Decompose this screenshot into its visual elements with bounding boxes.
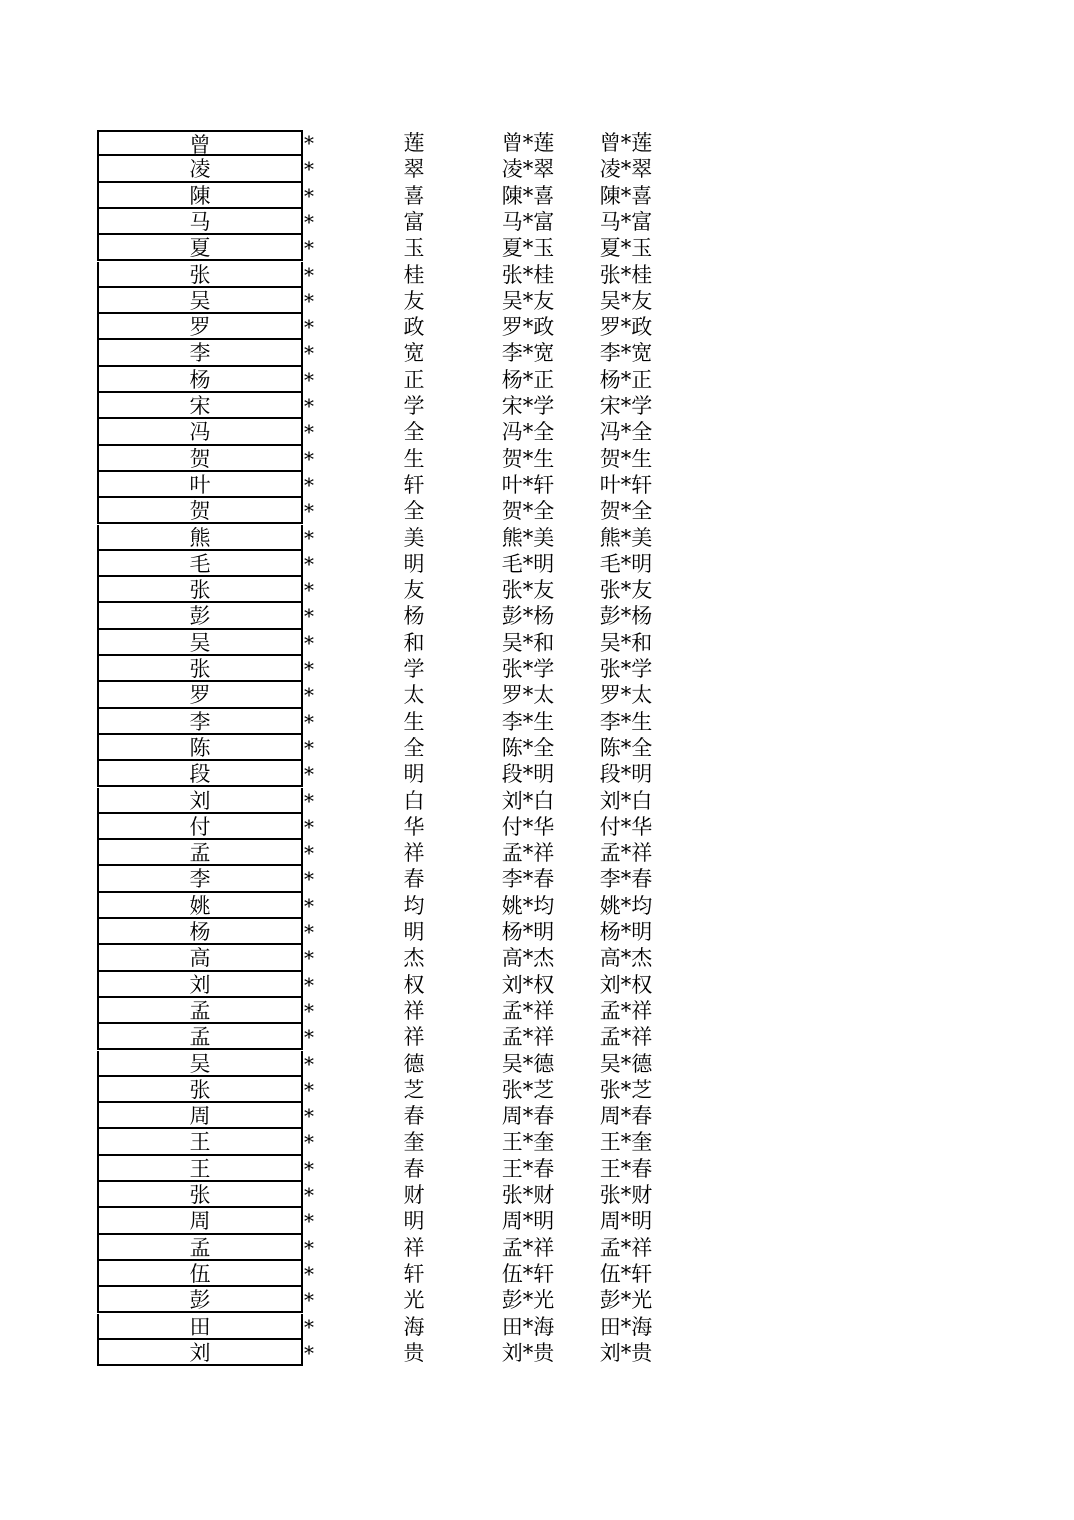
mask-cell[interactable]: *: [304, 209, 314, 234]
given-name-cell[interactable]: 祥: [403, 1025, 425, 1050]
table-row: [0, 1208, 1074, 1234]
surname-cell[interactable]: 张: [97, 656, 303, 682]
masked-name-cell[interactable]: 刘*贵: [501, 1340, 555, 1365]
table-row: [0, 156, 1074, 182]
masked-name-copy-cell[interactable]: 杨*明: [599, 920, 653, 944]
masked-name-copy-cell[interactable]: 吴*德: [599, 1051, 653, 1076]
mask-cell[interactable]: *: [304, 499, 314, 524]
table-row: [0, 893, 1074, 919]
given-name-cell[interactable]: 美: [403, 525, 425, 550]
masked-name-copy-cell[interactable]: 彭*光: [599, 1288, 653, 1313]
surname-cell[interactable]: 彭: [97, 603, 303, 629]
mask-cell[interactable]: *: [304, 1104, 314, 1129]
mask-cell[interactable]: *: [304, 394, 314, 418]
table-row: [0, 735, 1074, 761]
masked-name-copy-cell[interactable]: 李*生: [599, 709, 653, 734]
mask-cell[interactable]: *: [304, 841, 314, 866]
mask-cell[interactable]: *: [304, 1261, 314, 1286]
table-row: [0, 788, 1074, 814]
surname-cell[interactable]: 叶: [97, 472, 303, 498]
mask-cell[interactable]: *: [304, 341, 314, 366]
table-row: [0, 1024, 1074, 1050]
table-row: [0, 340, 1074, 366]
masked-name-cell[interactable]: 彭*光: [501, 1288, 555, 1313]
mask-cell[interactable]: *: [304, 920, 314, 944]
masked-name-cell[interactable]: 田*海: [501, 1314, 555, 1339]
table-row: [0, 814, 1074, 840]
masked-name-copy-cell[interactable]: 张*友: [599, 578, 653, 603]
masked-name-copy-cell[interactable]: 宋*学: [599, 394, 653, 418]
masked-name-cell[interactable]: 高*杰: [501, 946, 555, 971]
masked-name-copy-cell[interactable]: 夏*玉: [599, 236, 653, 261]
masked-name-copy-cell[interactable]: 马*富: [599, 209, 653, 234]
masked-name-copy-cell[interactable]: 叶*轩: [599, 472, 653, 497]
given-name-cell[interactable]: 明: [403, 920, 425, 944]
table-row: [0, 603, 1074, 629]
mask-cell[interactable]: *: [304, 762, 314, 787]
surname-cell[interactable]: 付: [97, 814, 303, 840]
table-row: [0, 1129, 1074, 1155]
masked-name-copy-cell[interactable]: 贺*全: [599, 499, 653, 524]
given-name-cell[interactable]: 宽: [403, 341, 425, 366]
surname-cell[interactable]: 毛: [97, 551, 303, 577]
surname-cell[interactable]: 王: [97, 1129, 303, 1155]
masked-name-cell[interactable]: 曾*莲: [501, 131, 555, 155]
masked-name-cell[interactable]: 马*富: [501, 209, 555, 234]
masked-name-cell[interactable]: 宋*学: [501, 394, 555, 418]
table-row: [0, 1182, 1074, 1208]
masked-name-cell[interactable]: 孟*祥: [501, 1235, 555, 1260]
masked-name-copy-cell[interactable]: 伍*轩: [599, 1261, 653, 1286]
mask-cell[interactable]: *: [304, 1130, 314, 1155]
given-name-cell[interactable]: 莲: [403, 131, 425, 155]
given-name-cell[interactable]: 白: [403, 788, 425, 813]
masked-name-copy-cell[interactable]: 段*明: [599, 762, 653, 787]
given-name-cell[interactable]: 和: [403, 630, 425, 655]
given-name-cell[interactable]: 明: [403, 551, 425, 576]
table-row: [0, 1340, 1074, 1366]
mask-cell[interactable]: *: [304, 131, 314, 155]
masked-name-copy-cell[interactable]: 曾*莲: [599, 131, 653, 155]
masked-name-copy-cell[interactable]: 凌*翠: [599, 157, 653, 182]
given-name-cell[interactable]: 轩: [403, 1261, 425, 1286]
mask-cell[interactable]: *: [304, 525, 314, 550]
given-name-cell[interactable]: 正: [403, 367, 425, 392]
masked-name-cell[interactable]: 罗*政: [501, 315, 555, 340]
masked-name-copy-cell[interactable]: 周*明: [599, 1209, 653, 1234]
masked-name-copy-cell[interactable]: 孟*祥: [599, 998, 653, 1023]
mask-cell[interactable]: *: [304, 893, 314, 918]
table-row: [0, 1261, 1074, 1287]
surname-cell[interactable]: 熊: [97, 525, 303, 551]
masked-name-cell[interactable]: 张*桂: [501, 262, 555, 287]
surname-cell[interactable]: 马: [97, 209, 303, 235]
table-row: [0, 525, 1074, 551]
masked-name-copy-cell[interactable]: 熊*美: [599, 525, 653, 550]
masked-name-copy-cell[interactable]: 陈*全: [599, 735, 653, 760]
masked-name-copy-cell[interactable]: 张*芝: [599, 1077, 653, 1102]
masked-name-cell[interactable]: 孟*祥: [501, 1025, 555, 1050]
table-row: [0, 235, 1074, 261]
surname-cell[interactable]: 王: [97, 1156, 303, 1182]
surname-cell[interactable]: 杨: [97, 367, 303, 393]
masked-name-cell[interactable]: 陳*喜: [501, 183, 555, 208]
masked-name-copy-cell[interactable]: 高*杰: [599, 946, 653, 971]
masked-name-copy-cell[interactable]: 彭*杨: [599, 604, 653, 629]
mask-cell[interactable]: *: [304, 472, 314, 497]
table-row: [0, 866, 1074, 892]
masked-name-copy-cell[interactable]: 张*桂: [599, 262, 653, 287]
table-row: [0, 1103, 1074, 1129]
given-name-cell[interactable]: 全: [403, 420, 425, 445]
surname-cell[interactable]: 张: [97, 1077, 303, 1103]
given-name-cell[interactable]: 友: [403, 288, 425, 313]
masked-name-cell[interactable]: 夏*玉: [501, 236, 555, 261]
masked-name-cell[interactable]: 陈*全: [501, 735, 555, 760]
mask-cell[interactable]: *: [304, 709, 314, 734]
given-name-cell[interactable]: 祥: [403, 1235, 425, 1260]
given-name-cell[interactable]: 全: [403, 735, 425, 760]
given-name-cell[interactable]: 德: [403, 1051, 425, 1076]
given-name-cell[interactable]: 春: [403, 867, 425, 892]
table-row: [0, 630, 1074, 656]
surname-cell[interactable]: 吴: [97, 1051, 303, 1077]
given-name-cell[interactable]: 华: [403, 814, 425, 839]
surname-cell[interactable]: 孟: [97, 1024, 303, 1050]
table-row: [0, 945, 1074, 971]
surname-cell[interactable]: 张: [97, 577, 303, 603]
masked-name-cell[interactable]: 贺*全: [501, 499, 555, 524]
masked-name-cell[interactable]: 张*芝: [501, 1077, 555, 1102]
given-name-cell[interactable]: 翠: [403, 157, 425, 182]
mask-cell[interactable]: *: [304, 1025, 314, 1050]
mask-cell[interactable]: *: [304, 972, 314, 997]
masked-name-cell[interactable]: 冯*全: [501, 420, 555, 445]
surname-cell[interactable]: 田: [97, 1314, 303, 1340]
masked-name-copy-cell[interactable]: 冯*全: [599, 420, 653, 445]
masked-name-cell[interactable]: 刘*白: [501, 788, 555, 813]
given-name-cell[interactable]: 杰: [403, 946, 425, 971]
table-row: [0, 1051, 1074, 1077]
given-name-cell[interactable]: 财: [403, 1183, 425, 1207]
surname-cell[interactable]: 伍: [97, 1261, 303, 1287]
given-name-cell[interactable]: 桂: [403, 262, 425, 287]
given-name-cell[interactable]: 芝: [403, 1077, 425, 1102]
given-name-cell[interactable]: 学: [403, 394, 425, 418]
masked-name-cell[interactable]: 吴*和: [501, 630, 555, 655]
surname-cell[interactable]: 周: [97, 1208, 303, 1234]
table-row: [0, 446, 1074, 472]
masked-name-copy-cell[interactable]: 杨*正: [599, 367, 653, 392]
masked-name-copy-cell[interactable]: 孟*祥: [599, 841, 653, 866]
mask-cell[interactable]: *: [304, 735, 314, 760]
masked-name-cell[interactable]: 周*春: [501, 1104, 555, 1129]
table-row: [0, 972, 1074, 998]
surname-cell[interactable]: 吴: [97, 630, 303, 656]
surname-cell[interactable]: 李: [97, 340, 303, 366]
masked-name-copy-cell[interactable]: 毛*明: [599, 551, 653, 576]
masked-name-copy-cell[interactable]: 姚*均: [599, 893, 653, 918]
table-row: [0, 998, 1074, 1024]
masked-name-cell[interactable]: 李*春: [501, 867, 555, 892]
masked-name-cell[interactable]: 彭*杨: [501, 604, 555, 629]
masked-name-cell[interactable]: 王*春: [501, 1156, 555, 1181]
surname-cell[interactable]: 陈: [97, 735, 303, 761]
surname-cell[interactable]: 张: [97, 262, 303, 288]
masked-name-cell[interactable]: 贺*生: [501, 446, 555, 471]
given-name-cell[interactable]: 学: [403, 657, 425, 681]
masked-name-copy-cell[interactable]: 刘*权: [599, 972, 653, 997]
table-row: [0, 183, 1074, 209]
mask-cell[interactable]: *: [304, 1209, 314, 1234]
table-row: [0, 1314, 1074, 1340]
surname-cell[interactable]: 冯: [97, 419, 303, 445]
masked-name-copy-cell[interactable]: 李*宽: [599, 341, 653, 366]
table-row: [0, 1077, 1074, 1103]
surname-cell[interactable]: 刘: [97, 1340, 303, 1366]
mask-cell[interactable]: *: [304, 262, 314, 287]
masked-name-copy-cell[interactable]: 贺*生: [599, 446, 653, 471]
table-row: [0, 656, 1074, 682]
table-row: [0, 709, 1074, 735]
surname-cell[interactable]: 孟: [97, 998, 303, 1024]
table-row: [0, 761, 1074, 787]
surname-cell[interactable]: 孟: [97, 840, 303, 866]
mask-cell[interactable]: *: [304, 420, 314, 445]
table-row: [0, 682, 1074, 708]
mask-cell[interactable]: *: [304, 367, 314, 392]
given-name-cell[interactable]: 生: [403, 446, 425, 471]
masked-name-copy-cell[interactable]: 刘*贵: [599, 1340, 653, 1365]
given-name-cell[interactable]: 祥: [403, 841, 425, 866]
mask-cell[interactable]: *: [304, 578, 314, 603]
mask-cell[interactable]: *: [304, 683, 314, 708]
masked-name-copy-cell[interactable]: 李*春: [599, 867, 653, 892]
given-name-cell[interactable]: 政: [403, 315, 425, 340]
table-row: [0, 262, 1074, 288]
table-row: [0, 314, 1074, 340]
surname-cell[interactable]: 陳: [97, 183, 303, 209]
table-row: [0, 419, 1074, 445]
given-name-cell[interactable]: 明: [403, 762, 425, 787]
masked-name-copy-cell[interactable]: 吴*友: [599, 288, 653, 313]
given-name-cell[interactable]: 权: [403, 972, 425, 997]
table-row: [0, 367, 1074, 393]
mask-cell[interactable]: *: [304, 157, 314, 182]
masked-name-cell[interactable]: 罗*太: [501, 683, 555, 708]
masked-name-copy-cell[interactable]: 张*财: [599, 1183, 653, 1207]
masked-name-cell[interactable]: 张*财: [501, 1183, 555, 1207]
surname-cell[interactable]: 孟: [97, 1235, 303, 1261]
masked-name-cell[interactable]: 熊*美: [501, 525, 555, 550]
mask-cell[interactable]: *: [304, 788, 314, 813]
masked-name-cell[interactable]: 凌*翠: [501, 157, 555, 182]
mask-cell[interactable]: *: [304, 998, 314, 1023]
given-name-cell[interactable]: 生: [403, 709, 425, 734]
surname-cell[interactable]: 凌: [97, 156, 303, 182]
given-name-cell[interactable]: 春: [403, 1156, 425, 1181]
mask-cell[interactable]: *: [304, 236, 314, 261]
masked-name-cell[interactable]: 吴*友: [501, 288, 555, 313]
mask-cell[interactable]: *: [304, 1340, 314, 1365]
mask-cell[interactable]: *: [304, 1314, 314, 1339]
mask-cell[interactable]: *: [304, 183, 314, 208]
masked-name-cell[interactable]: 付*华: [501, 814, 555, 839]
mask-cell[interactable]: *: [304, 814, 314, 839]
surname-cell[interactable]: 高: [97, 945, 303, 971]
masked-name-copy-cell[interactable]: 刘*白: [599, 788, 653, 813]
masked-name-copy-cell[interactable]: 孟*祥: [599, 1235, 653, 1260]
table-row: [0, 1287, 1074, 1313]
masked-name-cell[interactable]: 刘*权: [501, 972, 555, 997]
given-name-cell[interactable]: 贵: [403, 1340, 425, 1365]
masked-name-cell[interactable]: 伍*轩: [501, 1261, 555, 1286]
mask-cell[interactable]: *: [304, 446, 314, 471]
given-name-cell[interactable]: 均: [403, 893, 425, 918]
mask-cell[interactable]: *: [304, 946, 314, 971]
table-row: [0, 498, 1074, 524]
surname-cell[interactable]: 杨: [97, 919, 303, 945]
given-name-cell[interactable]: 友: [403, 578, 425, 603]
masked-name-copy-cell[interactable]: 周*春: [599, 1104, 653, 1129]
mask-cell[interactable]: *: [304, 1183, 314, 1207]
masked-name-copy-cell[interactable]: 张*学: [599, 657, 653, 681]
table-row: [0, 840, 1074, 866]
table-row: [0, 1235, 1074, 1261]
masked-name-cell[interactable]: 周*明: [501, 1209, 555, 1234]
surname-cell[interactable]: 吴: [97, 288, 303, 314]
masked-name-cell[interactable]: 孟*祥: [501, 841, 555, 866]
mask-cell[interactable]: *: [304, 315, 314, 340]
surname-cell[interactable]: 贺: [97, 446, 303, 472]
given-name-cell[interactable]: 轩: [403, 472, 425, 497]
masked-name-cell[interactable]: 张*友: [501, 578, 555, 603]
masked-name-cell[interactable]: 王*奎: [501, 1130, 555, 1155]
mask-cell[interactable]: *: [304, 867, 314, 892]
mask-cell[interactable]: *: [304, 1288, 314, 1313]
given-name-cell[interactable]: 全: [403, 499, 425, 524]
given-name-cell[interactable]: 玉: [403, 236, 425, 261]
given-name-cell[interactable]: 太: [403, 683, 425, 708]
surname-cell[interactable]: 段: [97, 761, 303, 787]
table-row: [0, 919, 1074, 945]
mask-cell[interactable]: *: [304, 604, 314, 629]
masked-name-cell[interactable]: 李*生: [501, 709, 555, 734]
surname-cell[interactable]: 夏: [97, 235, 303, 261]
table-row: [0, 130, 1074, 156]
masked-name-copy-cell[interactable]: 付*华: [599, 814, 653, 839]
surname-cell[interactable]: 宋: [97, 393, 303, 419]
surname-cell[interactable]: 贺: [97, 498, 303, 524]
table-row: [0, 288, 1074, 314]
mask-cell[interactable]: *: [304, 1051, 314, 1076]
given-name-cell[interactable]: 杨: [403, 604, 425, 629]
masked-name-copy-cell[interactable]: 罗*政: [599, 315, 653, 340]
masked-name-copy-cell[interactable]: 孟*祥: [599, 1025, 653, 1050]
given-name-cell[interactable]: 海: [403, 1314, 425, 1339]
surname-cell[interactable]: 刘: [97, 972, 303, 998]
masked-name-cell[interactable]: 叶*轩: [501, 472, 555, 497]
mask-cell[interactable]: *: [304, 1077, 314, 1102]
masked-name-cell[interactable]: 吴*德: [501, 1051, 555, 1076]
table-row: [0, 1156, 1074, 1182]
masked-name-cell[interactable]: 张*学: [501, 657, 555, 681]
table-row: [0, 393, 1074, 419]
masked-name-cell[interactable]: 段*明: [501, 762, 555, 787]
given-name-cell[interactable]: 明: [403, 1209, 425, 1234]
mask-cell[interactable]: *: [304, 1156, 314, 1181]
table-row: [0, 577, 1074, 603]
masked-name-cell[interactable]: 姚*均: [501, 893, 555, 918]
table-row: [0, 551, 1074, 577]
masked-name-cell[interactable]: 杨*明: [501, 920, 555, 944]
masked-name-copy-cell[interactable]: 王*奎: [599, 1130, 653, 1155]
surname-cell[interactable]: 姚: [97, 893, 303, 919]
given-name-cell[interactable]: 奎: [403, 1130, 425, 1155]
given-name-cell[interactable]: 喜: [403, 183, 425, 208]
masked-name-copy-cell[interactable]: 陳*喜: [599, 183, 653, 208]
surname-cell[interactable]: 曾: [97, 130, 303, 156]
masked-name-copy-cell[interactable]: 王*春: [599, 1156, 653, 1181]
surname-cell[interactable]: 李: [97, 866, 303, 892]
given-name-cell[interactable]: 春: [403, 1104, 425, 1129]
given-name-cell[interactable]: 光: [403, 1288, 425, 1313]
masked-name-cell[interactable]: 孟*祥: [501, 998, 555, 1023]
masked-name-cell[interactable]: 杨*正: [501, 367, 555, 392]
given-name-cell[interactable]: 祥: [403, 998, 425, 1023]
masked-name-cell[interactable]: 毛*明: [501, 551, 555, 576]
given-name-cell[interactable]: 富: [403, 209, 425, 234]
surname-cell[interactable]: 周: [97, 1103, 303, 1129]
mask-cell[interactable]: *: [304, 1235, 314, 1260]
table-row: [0, 209, 1074, 235]
mask-cell[interactable]: *: [304, 288, 314, 313]
surname-cell[interactable]: 刘: [97, 788, 303, 814]
masked-name-copy-cell[interactable]: 罗*太: [599, 683, 653, 708]
mask-cell[interactable]: *: [304, 551, 314, 576]
surname-cell[interactable]: 罗: [97, 314, 303, 340]
mask-cell[interactable]: *: [304, 630, 314, 655]
surname-cell[interactable]: 彭: [97, 1287, 303, 1313]
surname-cell[interactable]: 罗: [97, 682, 303, 708]
mask-cell[interactable]: *: [304, 657, 314, 681]
masked-name-copy-cell[interactable]: 吴*和: [599, 630, 653, 655]
table-row: [0, 472, 1074, 498]
masked-name-cell[interactable]: 李*宽: [501, 341, 555, 366]
surname-cell[interactable]: 李: [97, 709, 303, 735]
masked-name-copy-cell[interactable]: 田*海: [599, 1314, 653, 1339]
surname-cell[interactable]: 张: [97, 1182, 303, 1208]
